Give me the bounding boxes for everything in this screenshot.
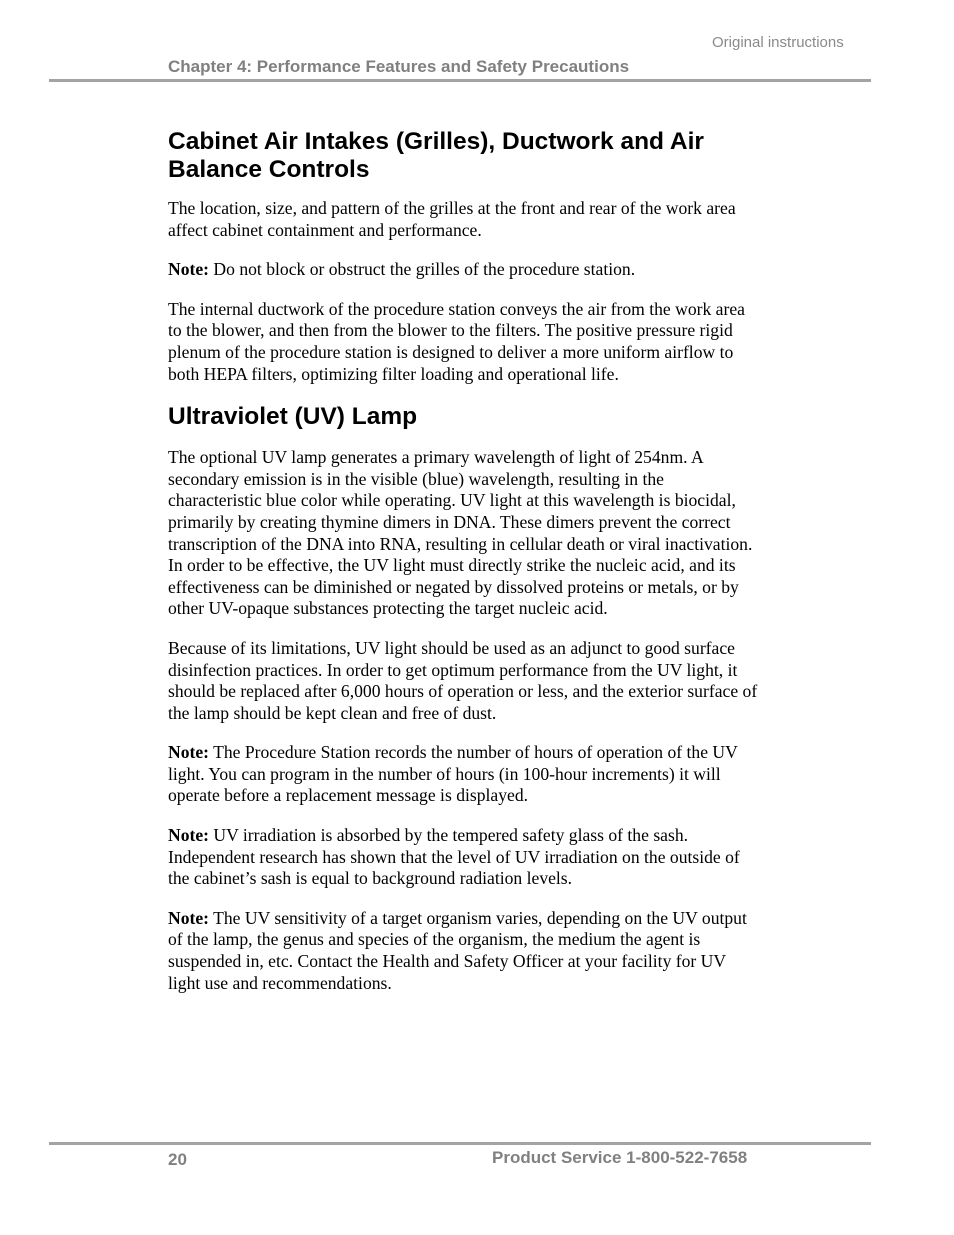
note-label: Note:: [168, 742, 210, 763]
footer-rule: [49, 1142, 871, 1145]
note-text: Do not block or obstruct the grilles of the procedure station.: [209, 259, 636, 280]
note-text: The Procedure Station records the number of hours of operation of the UV light. You can program in the number of hours (in 100-hour increments) it will operate before a replacement message is displayed.: [168, 742, 738, 806]
note-label: Note:: [168, 825, 210, 846]
note-text: The UV sensitivity of a target organism varies, depending on the UV output of the lamp, the genus and species of the organism, the medium the agent is suspended in, etc. Contact the Health and Safety Officer at your facility for UV light use and recommendations.: [168, 907, 747, 993]
header-rule: [49, 79, 871, 82]
note-text: UV irradiation is absorbed by the tempered safety glass of the sash. Independent research has shown that the level of UV irradiation on the outside of the cabinet’s sash is equal to background radiation levels.: [168, 825, 740, 889]
note-uv-glass: [168, 825, 758, 890]
note-uv-hours: [168, 742, 758, 807]
chapter-title: Chapter 4: Performance Features and Safety Precautions: [168, 57, 630, 76]
note-grilles: [168, 259, 758, 281]
section-heading-air-intakes: Cabinet Air Intakes (Grilles), Ductwork and Air Balance Controls: [168, 128, 704, 183]
main-content: [168, 128, 758, 1012]
paragraph-uv-limitations: Because of its limitations, UV light should be used as an adjunct to good surface disinfection practices. In order to get optimum performance from the UV light, it should be replaced after 6,000 hours of operation or less, and the exterior surface of the lamp should be kept clean and free of dust.: [168, 637, 758, 723]
note-label: Note:: [168, 907, 210, 928]
section-heading-uv-lamp: Ultraviolet (UV) Lamp: [168, 403, 418, 431]
paragraph-uv-wavelength: The optional UV lamp generates a primary wavelength of light of 254nm. A secondary emission is in the visible (blue) wavelength, resulting in the characteristic blue color while operating. UV light at this wavelength is biocidal, primarily by creating thymine dimers in DNA. These dimers prevent the correct transcription of the DNA into RNA, resulting in cellular death or viral inactivation. In order to be effective, the UV light must directly strike the nucleic acid, and its effectiveness can be diminished or negated by dissolved proteins or metals, or by other UV-opaque substances protecting the target nucleic acid.: [168, 447, 753, 619]
note-uv-sensitivity: [168, 908, 758, 994]
paragraph-ductwork: The internal ductwork of the procedure station conveys the air from the work area to the blower, and then from the blower to the filters. The positive pressure rigid plenum of the procedure station is designed to deliver a more uniform airflow to both HEPA filters, optimizing filter loading and operational life.: [168, 298, 745, 384]
paragraph-grilles: The location, size, and pattern of the grilles at the front and rear of the work area affect cabinet containment and performance.: [168, 198, 736, 240]
page-number: 20: [168, 1150, 187, 1169]
note-label: Note:: [168, 259, 210, 280]
product-service-phone: Product Service 1-800-522-7658: [492, 1148, 748, 1167]
original-instructions-label: Original instructions: [712, 34, 844, 51]
